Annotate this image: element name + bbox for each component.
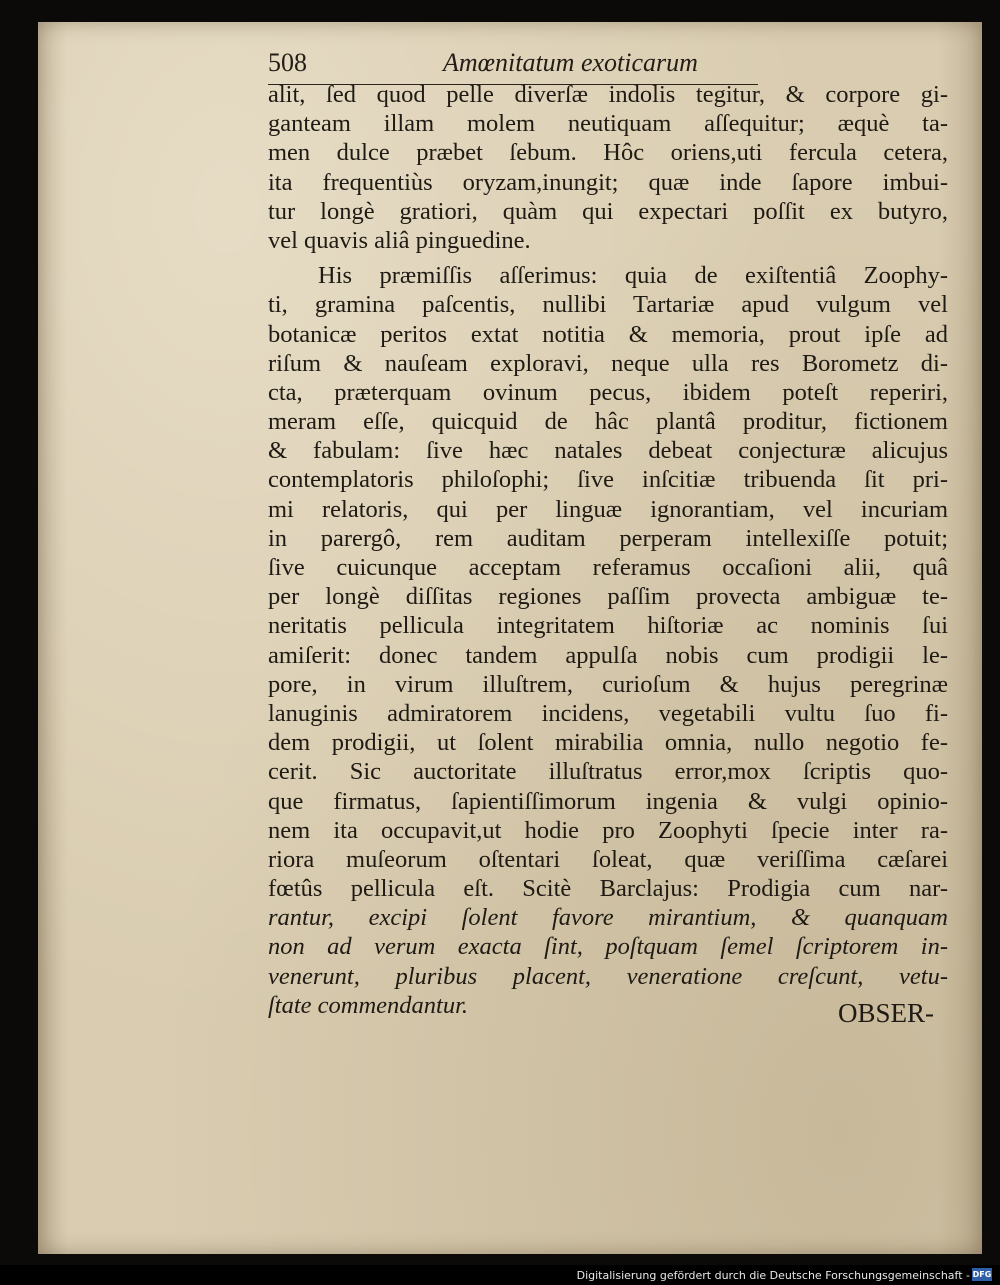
text-line: dem prodigii, ut ſolent mirabilia omnia, nullo negotio fe-: [268, 729, 948, 757]
text-line: cta, præterquam ovinum pecus, ibidem poteſt reperiri,: [268, 378, 948, 406]
text-line: per longè diſſitas regiones paſſim provecta ambiguæ te-: [268, 583, 948, 611]
text-line: alit, ſed quod pelle diverſæ indolis tegitur, & corpore gi-: [268, 81, 948, 108]
text-line: nem ita occupavit,ut hodie pro Zoophyti ſpecie inter ra-: [268, 816, 948, 844]
catchword: OBSER-: [838, 998, 935, 1028]
running-title: Amœnitatum exoticarum: [443, 48, 698, 77]
text-line: ganteam illam molem neutiquam aſſequitur; æquè ta-: [268, 110, 948, 138]
text-line: & fabulam: ſive hæc natales debeat conjecturæ alicujus: [268, 437, 948, 465]
body-text: [268, 80, 948, 1020]
text-line: fœtûs pellicula eſt. Scitè Barclajus: Prodigia cum nar-: [268, 875, 948, 903]
text-line: His præmiſſis aſſerimus: quia de exiſtentiâ Zoophy-: [318, 262, 948, 290]
text-line: ſtate commendantur.: [268, 991, 469, 1019]
text-line: men dulce præbet ſebum. Hôc oriens,uti fercula cetera,: [268, 139, 948, 167]
text-line: tur longè gratiori, quàm qui expectari poſſit ex butyro,: [268, 197, 948, 225]
text-line: rantur, excipi ſolent favore mirantium, & quanquam: [268, 904, 948, 932]
text-line: venerunt, pluribus placent, veneratione creſcunt, vetu-: [268, 962, 948, 990]
text-line: cerit. Sic auctoritate illuſtratus error,mox ſcriptis quo-: [268, 758, 948, 786]
text-line: riora muſeorum oſtentari ſoleat, quæ veriſſima cæſarei: [268, 845, 948, 873]
text-line: que firmatus, ſapientiſſimorum ingenia & vulgi opinio-: [268, 787, 948, 815]
page-number: 508: [268, 48, 307, 77]
text-line: meram eſſe, quicquid de hâc plantâ proditur, fictionem: [268, 408, 948, 436]
text-line: amiſerit: donec tandem appulſa nobis cum prodigii le-: [268, 641, 948, 669]
text-line: lanuginis admiratorem incidens, vegetabili vultu ſuo fi-: [268, 699, 948, 727]
dfg-logo: DFG: [972, 1270, 992, 1279]
text-line: non ad verum exacta ſint, poſtquam ſemel ſcriptorem in-: [268, 933, 948, 961]
text-line: riſum & nauſeam exploravi, neque ulla res Borometz di-: [268, 349, 948, 377]
text-line: botanicæ peritos extat notitia & memoria, prout ipſe ad: [268, 320, 948, 348]
text-line: pore, in virum illuſtrem, curioſum & hujus peregrinæ: [268, 670, 948, 698]
text-line: in parergô, rem auditam perperam intellexiſſe potuit;: [268, 524, 948, 552]
text-line: ita frequentiùs oryzam,inungit; quæ inde ſapore imbui-: [268, 168, 948, 196]
text-line: mi relatoris, qui per linguæ ignorantiam, vel incuriam: [268, 495, 948, 523]
text-line: neritatis pellicula integritatem hiſtoriæ ac nominis ſui: [268, 612, 948, 640]
text-line: contemplatoris philoſophi; ſive inſcitiæ tribuenda ſit pri-: [268, 466, 948, 494]
digitization-credit: Digitalisierung gefördert durch die Deutsche Forschungsgemeinschaft -: [576, 1269, 970, 1282]
text-line: vel quavis aliâ pinguedine.: [268, 226, 531, 254]
text-line: ti, gramina paſcentis, nullibi Tartariæ apud vulgum vel: [268, 291, 948, 319]
text-line: ſive cuicunque acceptam referamus occaſioni alii, quâ: [268, 554, 948, 581]
